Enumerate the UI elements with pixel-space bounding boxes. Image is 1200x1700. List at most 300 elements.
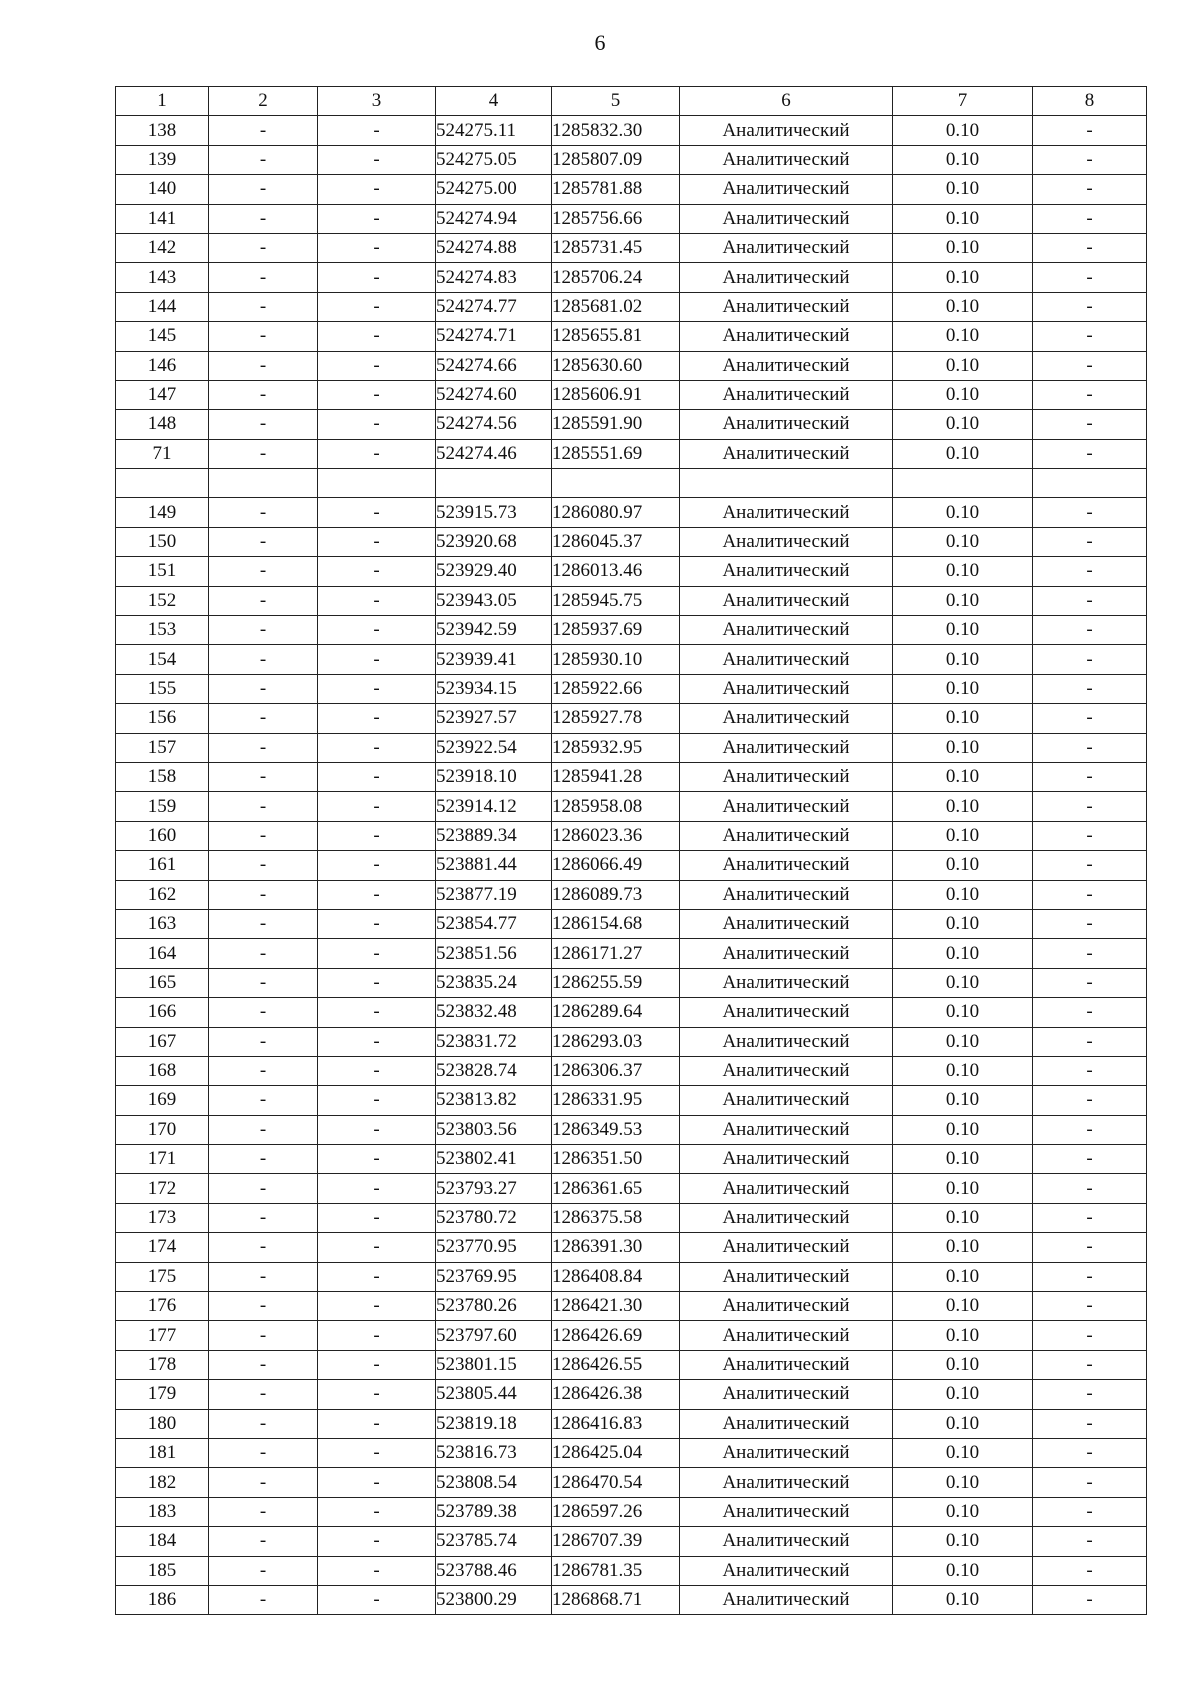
col3-cell: -: [318, 1145, 436, 1174]
point-number-cell: 164: [116, 939, 209, 968]
col3-cell: -: [318, 1409, 436, 1438]
method-cell: Аналитический: [680, 645, 893, 674]
accuracy-cell: 0.10: [893, 145, 1033, 174]
point-number-cell: 163: [116, 909, 209, 938]
point-number-cell: 184: [116, 1527, 209, 1556]
col8-cell: -: [1033, 322, 1147, 351]
x-coordinate-cell: 524274.71: [436, 322, 552, 351]
point-number-cell: 171: [116, 1145, 209, 1174]
col3-cell: -: [318, 1056, 436, 1085]
accuracy-cell: 0.10: [893, 998, 1033, 1027]
col3-cell: -: [318, 1585, 436, 1614]
col3-cell: -: [318, 792, 436, 821]
col2-cell: -: [209, 762, 318, 791]
table-row: [116, 527, 1147, 556]
table-row: [116, 1350, 1147, 1379]
method-cell: Аналитический: [680, 616, 893, 645]
table-row: [116, 939, 1147, 968]
col8-cell: -: [1033, 1292, 1147, 1321]
point-number-cell: 183: [116, 1497, 209, 1526]
col2-cell: -: [209, 1262, 318, 1291]
accuracy-cell: 0.10: [893, 1409, 1033, 1438]
col2-cell: -: [209, 880, 318, 909]
point-number-cell: 185: [116, 1556, 209, 1585]
point-number-cell: 158: [116, 762, 209, 791]
accuracy-cell: 0.10: [893, 380, 1033, 409]
table-row: [116, 175, 1147, 204]
x-coordinate-cell: 523881.44: [436, 851, 552, 880]
col3-cell: -: [318, 733, 436, 762]
y-coordinate-cell: 1285756.66: [552, 204, 680, 233]
col2-cell: -: [209, 1027, 318, 1056]
col2-cell: -: [209, 851, 318, 880]
x-coordinate-cell: 523819.18: [436, 1409, 552, 1438]
col8-cell: -: [1033, 1350, 1147, 1379]
method-cell: Аналитический: [680, 175, 893, 204]
col2-cell: -: [209, 939, 318, 968]
x-coordinate-cell: 523927.57: [436, 704, 552, 733]
accuracy-cell: 0.10: [893, 557, 1033, 586]
col8-cell: -: [1033, 557, 1147, 586]
col2-cell: -: [209, 498, 318, 527]
point-number-cell: 147: [116, 380, 209, 409]
col8-cell: -: [1033, 410, 1147, 439]
table-row: [116, 1056, 1147, 1085]
x-coordinate-cell: 524274.46: [436, 439, 552, 468]
point-number-cell: 154: [116, 645, 209, 674]
col8-cell: -: [1033, 1585, 1147, 1614]
col2-cell: -: [209, 439, 318, 468]
table-row: [116, 557, 1147, 586]
col3-cell: -: [318, 939, 436, 968]
x-coordinate-cell: 523889.34: [436, 821, 552, 850]
table-row: [116, 821, 1147, 850]
method-cell: Аналитический: [680, 762, 893, 791]
x-coordinate-cell: 523943.05: [436, 586, 552, 615]
accuracy-cell: 0.10: [893, 909, 1033, 938]
y-coordinate-cell: 1286351.50: [552, 1145, 680, 1174]
col8-cell: -: [1033, 263, 1147, 292]
accuracy-cell: 0.10: [893, 175, 1033, 204]
table-row: [116, 439, 1147, 468]
col3-cell: -: [318, 1438, 436, 1467]
y-coordinate-cell: 1285930.10: [552, 645, 680, 674]
col2-cell: -: [209, 204, 318, 233]
accuracy-cell: 0.10: [893, 351, 1033, 380]
y-coordinate-cell: 1285932.95: [552, 733, 680, 762]
col2-cell: -: [209, 145, 318, 174]
table-row: [116, 1174, 1147, 1203]
accuracy-cell: 0.10: [893, 1321, 1033, 1350]
col8-cell: -: [1033, 968, 1147, 997]
x-coordinate-cell: 524274.66: [436, 351, 552, 380]
y-coordinate-cell: 1286421.30: [552, 1292, 680, 1321]
col3-cell: -: [318, 1468, 436, 1497]
col2-cell: -: [209, 527, 318, 556]
col2-cell: -: [209, 116, 318, 145]
table-row: [116, 674, 1147, 703]
column-header: 8: [1033, 87, 1147, 116]
col8-cell: -: [1033, 1527, 1147, 1556]
col2-cell: [209, 469, 318, 498]
y-coordinate-cell: 1286426.38: [552, 1380, 680, 1409]
col3-cell: -: [318, 762, 436, 791]
accuracy-cell: 0.10: [893, 1027, 1033, 1056]
col2-cell: -: [209, 1409, 318, 1438]
table-row: [116, 704, 1147, 733]
col8-cell: -: [1033, 233, 1147, 262]
method-cell: Аналитический: [680, 233, 893, 262]
y-coordinate-cell: 1285958.08: [552, 792, 680, 821]
col2-cell: -: [209, 1468, 318, 1497]
y-coordinate-cell: 1286416.83: [552, 1409, 680, 1438]
point-number-cell: 177: [116, 1321, 209, 1350]
y-coordinate-cell: 1285681.02: [552, 292, 680, 321]
point-number-cell: 172: [116, 1174, 209, 1203]
method-cell: Аналитический: [680, 380, 893, 409]
point-number-cell: 161: [116, 851, 209, 880]
accuracy-cell: 0.10: [893, 263, 1033, 292]
accuracy-cell: 0.10: [893, 880, 1033, 909]
table-row: [116, 498, 1147, 527]
col8-cell: -: [1033, 292, 1147, 321]
x-coordinate-cell: 523780.72: [436, 1203, 552, 1232]
point-number-cell: 71: [116, 439, 209, 468]
accuracy-cell: 0.10: [893, 292, 1033, 321]
x-coordinate-cell: 523770.95: [436, 1233, 552, 1262]
method-cell: Аналитический: [680, 1409, 893, 1438]
col8-cell: [1033, 469, 1147, 498]
col2-cell: -: [209, 792, 318, 821]
col3-cell: -: [318, 439, 436, 468]
y-coordinate-cell: 1285807.09: [552, 145, 680, 174]
col3-cell: -: [318, 527, 436, 556]
y-coordinate-cell: 1286154.68: [552, 909, 680, 938]
table-row: [116, 1556, 1147, 1585]
y-coordinate-cell: 1286045.37: [552, 527, 680, 556]
x-coordinate-cell: 523854.77: [436, 909, 552, 938]
col8-cell: -: [1033, 909, 1147, 938]
accuracy-cell: 0.10: [893, 1145, 1033, 1174]
accuracy-cell: 0.10: [893, 1468, 1033, 1497]
x-coordinate-cell: 523800.29: [436, 1585, 552, 1614]
y-coordinate-cell: 1285630.60: [552, 351, 680, 380]
method-cell: Аналитический: [680, 704, 893, 733]
y-coordinate-cell: 1286289.64: [552, 998, 680, 1027]
col3-cell: -: [318, 292, 436, 321]
point-number-cell: 175: [116, 1262, 209, 1291]
x-coordinate-cell: 523793.27: [436, 1174, 552, 1203]
y-coordinate-cell: 1286391.30: [552, 1233, 680, 1262]
point-number-cell: 152: [116, 586, 209, 615]
x-coordinate-cell: 523831.72: [436, 1027, 552, 1056]
col2-cell: -: [209, 1233, 318, 1262]
col3-cell: -: [318, 498, 436, 527]
col2-cell: -: [209, 233, 318, 262]
point-number-cell: 151: [116, 557, 209, 586]
method-cell: Аналитический: [680, 821, 893, 850]
accuracy-cell: 0.10: [893, 1115, 1033, 1144]
accuracy-cell: 0.10: [893, 1056, 1033, 1085]
col3-cell: -: [318, 998, 436, 1027]
point-number-cell: 155: [116, 674, 209, 703]
x-coordinate-cell: 523877.19: [436, 880, 552, 909]
col2-cell: -: [209, 322, 318, 351]
table-row: [116, 116, 1147, 145]
table-row: [116, 292, 1147, 321]
col3-cell: -: [318, 1262, 436, 1291]
y-coordinate-cell: 1286255.59: [552, 968, 680, 997]
col3-cell: -: [318, 1380, 436, 1409]
col3-cell: -: [318, 1203, 436, 1232]
table-row: [116, 1145, 1147, 1174]
col2-cell: -: [209, 909, 318, 938]
col3-cell: -: [318, 1086, 436, 1115]
table-row: [116, 733, 1147, 762]
column-header: 2: [209, 87, 318, 116]
accuracy-cell: 0.10: [893, 1262, 1033, 1291]
point-number-cell: 138: [116, 116, 209, 145]
x-coordinate-cell: 524275.11: [436, 116, 552, 145]
col8-cell: -: [1033, 351, 1147, 380]
col8-cell: -: [1033, 1027, 1147, 1056]
table-row: [116, 1409, 1147, 1438]
method-cell: Аналитический: [680, 586, 893, 615]
col8-cell: -: [1033, 704, 1147, 733]
x-coordinate-cell: 523788.46: [436, 1556, 552, 1585]
x-coordinate-cell: 523920.68: [436, 527, 552, 556]
x-coordinate-cell: 524274.77: [436, 292, 552, 321]
col8-cell: -: [1033, 880, 1147, 909]
col8-cell: -: [1033, 498, 1147, 527]
method-cell: Аналитический: [680, 292, 893, 321]
x-coordinate-cell: 523802.41: [436, 1145, 552, 1174]
col2-cell: -: [209, 674, 318, 703]
y-coordinate-cell: 1286089.73: [552, 880, 680, 909]
col2-cell: -: [209, 1438, 318, 1467]
column-header: 7: [893, 87, 1033, 116]
col2-cell: -: [209, 704, 318, 733]
y-coordinate-cell: 1285706.24: [552, 263, 680, 292]
y-coordinate-cell: [552, 469, 680, 498]
accuracy-cell: 0.10: [893, 1438, 1033, 1467]
y-coordinate-cell: 1286331.95: [552, 1086, 680, 1115]
point-number-cell: 169: [116, 1086, 209, 1115]
col8-cell: -: [1033, 792, 1147, 821]
accuracy-cell: 0.10: [893, 1585, 1033, 1614]
y-coordinate-cell: 1285551.69: [552, 439, 680, 468]
x-coordinate-cell: 523918.10: [436, 762, 552, 791]
col2-cell: -: [209, 557, 318, 586]
y-coordinate-cell: 1285941.28: [552, 762, 680, 791]
x-coordinate-cell: 523789.38: [436, 1497, 552, 1526]
table-row: [116, 322, 1147, 351]
accuracy-cell: 0.10: [893, 733, 1033, 762]
x-coordinate-cell: 523813.82: [436, 1086, 552, 1115]
y-coordinate-cell: 1286306.37: [552, 1056, 680, 1085]
point-number-cell: 153: [116, 616, 209, 645]
col8-cell: -: [1033, 1145, 1147, 1174]
x-coordinate-cell: 524274.56: [436, 410, 552, 439]
accuracy-cell: 0.10: [893, 322, 1033, 351]
table-row: [116, 1497, 1147, 1526]
col3-cell: -: [318, 880, 436, 909]
method-cell: Аналитический: [680, 939, 893, 968]
table-row: [116, 1203, 1147, 1232]
column-header: 6: [680, 87, 893, 116]
x-coordinate-cell: 523914.12: [436, 792, 552, 821]
col2-cell: -: [209, 998, 318, 1027]
point-number-cell: 150: [116, 527, 209, 556]
col3-cell: -: [318, 704, 436, 733]
col3-cell: -: [318, 586, 436, 615]
method-cell: Аналитический: [680, 1292, 893, 1321]
col3-cell: -: [318, 410, 436, 439]
table-row: [116, 1233, 1147, 1262]
col2-cell: -: [209, 410, 318, 439]
method-cell: Аналитический: [680, 1086, 893, 1115]
accuracy-cell: 0.10: [893, 527, 1033, 556]
point-number-cell: 146: [116, 351, 209, 380]
col3-cell: -: [318, 145, 436, 174]
accuracy-cell: 0.10: [893, 498, 1033, 527]
point-number-cell: 162: [116, 880, 209, 909]
col3-cell: -: [318, 322, 436, 351]
col2-cell: -: [209, 616, 318, 645]
table-body: [116, 116, 1147, 1615]
col3-cell: -: [318, 263, 436, 292]
y-coordinate-cell: 1285945.75: [552, 586, 680, 615]
y-coordinate-cell: 1286066.49: [552, 851, 680, 880]
col2-cell: -: [209, 1497, 318, 1526]
column-header: 1: [116, 87, 209, 116]
col8-cell: -: [1033, 1380, 1147, 1409]
col2-cell: -: [209, 1585, 318, 1614]
method-cell: Аналитический: [680, 909, 893, 938]
table-row: [116, 380, 1147, 409]
method-cell: Аналитический: [680, 322, 893, 351]
point-number-cell: [116, 469, 209, 498]
y-coordinate-cell: 1285591.90: [552, 410, 680, 439]
col3-cell: -: [318, 1321, 436, 1350]
method-cell: Аналитический: [680, 439, 893, 468]
method-cell: Аналитический: [680, 1585, 893, 1614]
accuracy-cell: 0.10: [893, 1233, 1033, 1262]
method-cell: Аналитический: [680, 527, 893, 556]
point-number-cell: 182: [116, 1468, 209, 1497]
table-row: [116, 851, 1147, 880]
table-row: [116, 1115, 1147, 1144]
point-number-cell: 141: [116, 204, 209, 233]
table-row: [116, 1086, 1147, 1115]
point-number-cell: 176: [116, 1292, 209, 1321]
col2-cell: -: [209, 1556, 318, 1585]
table-row: [116, 233, 1147, 262]
x-coordinate-cell: [436, 469, 552, 498]
table-row: [116, 645, 1147, 674]
table-row: [116, 1527, 1147, 1556]
col8-cell: -: [1033, 586, 1147, 615]
method-cell: Аналитический: [680, 1115, 893, 1144]
method-cell: Аналитический: [680, 1174, 893, 1203]
col3-cell: -: [318, 968, 436, 997]
col3-cell: -: [318, 175, 436, 204]
accuracy-cell: 0.10: [893, 1292, 1033, 1321]
method-cell: Аналитический: [680, 204, 893, 233]
point-number-cell: 165: [116, 968, 209, 997]
col8-cell: -: [1033, 527, 1147, 556]
col2-cell: -: [209, 1203, 318, 1232]
col3-cell: -: [318, 1027, 436, 1056]
col8-cell: -: [1033, 175, 1147, 204]
col3-cell: -: [318, 1233, 436, 1262]
point-number-cell: 170: [116, 1115, 209, 1144]
y-coordinate-cell: 1285832.30: [552, 116, 680, 145]
table-row: [116, 263, 1147, 292]
table-row: [116, 145, 1147, 174]
point-number-cell: 157: [116, 733, 209, 762]
method-cell: Аналитический: [680, 998, 893, 1027]
point-number-cell: 179: [116, 1380, 209, 1409]
col2-cell: -: [209, 1115, 318, 1144]
point-number-cell: 143: [116, 263, 209, 292]
col8-cell: -: [1033, 821, 1147, 850]
method-cell: Аналитический: [680, 1056, 893, 1085]
point-number-cell: 144: [116, 292, 209, 321]
col8-cell: -: [1033, 1233, 1147, 1262]
x-coordinate-cell: 523780.26: [436, 1292, 552, 1321]
col2-cell: -: [209, 1380, 318, 1409]
table-row: [116, 998, 1147, 1027]
point-number-cell: 181: [116, 1438, 209, 1467]
accuracy-cell: 0.10: [893, 410, 1033, 439]
y-coordinate-cell: 1286171.27: [552, 939, 680, 968]
col3-cell: -: [318, 616, 436, 645]
col2-cell: -: [209, 1527, 318, 1556]
y-coordinate-cell: 1285927.78: [552, 704, 680, 733]
method-cell: Аналитический: [680, 1497, 893, 1526]
accuracy-cell: [893, 469, 1033, 498]
col8-cell: -: [1033, 145, 1147, 174]
accuracy-cell: 0.10: [893, 1086, 1033, 1115]
x-coordinate-cell: 524274.88: [436, 233, 552, 262]
col8-cell: -: [1033, 1262, 1147, 1291]
point-number-cell: 186: [116, 1585, 209, 1614]
col2-cell: -: [209, 1174, 318, 1203]
col8-cell: -: [1033, 1203, 1147, 1232]
point-number-cell: 148: [116, 410, 209, 439]
col2-cell: -: [209, 1145, 318, 1174]
y-coordinate-cell: 1286408.84: [552, 1262, 680, 1291]
x-coordinate-cell: 523929.40: [436, 557, 552, 586]
table-row: [116, 351, 1147, 380]
col8-cell: -: [1033, 939, 1147, 968]
col2-cell: -: [209, 380, 318, 409]
col8-cell: -: [1033, 116, 1147, 145]
col3-cell: -: [318, 821, 436, 850]
col2-cell: -: [209, 1292, 318, 1321]
accuracy-cell: 0.10: [893, 674, 1033, 703]
col2-cell: -: [209, 1086, 318, 1115]
col3-cell: -: [318, 1174, 436, 1203]
col2-cell: -: [209, 292, 318, 321]
table-row: [116, 968, 1147, 997]
col2-cell: -: [209, 1350, 318, 1379]
col8-cell: -: [1033, 204, 1147, 233]
table-row: [116, 1380, 1147, 1409]
col8-cell: -: [1033, 1438, 1147, 1467]
col3-cell: -: [318, 204, 436, 233]
